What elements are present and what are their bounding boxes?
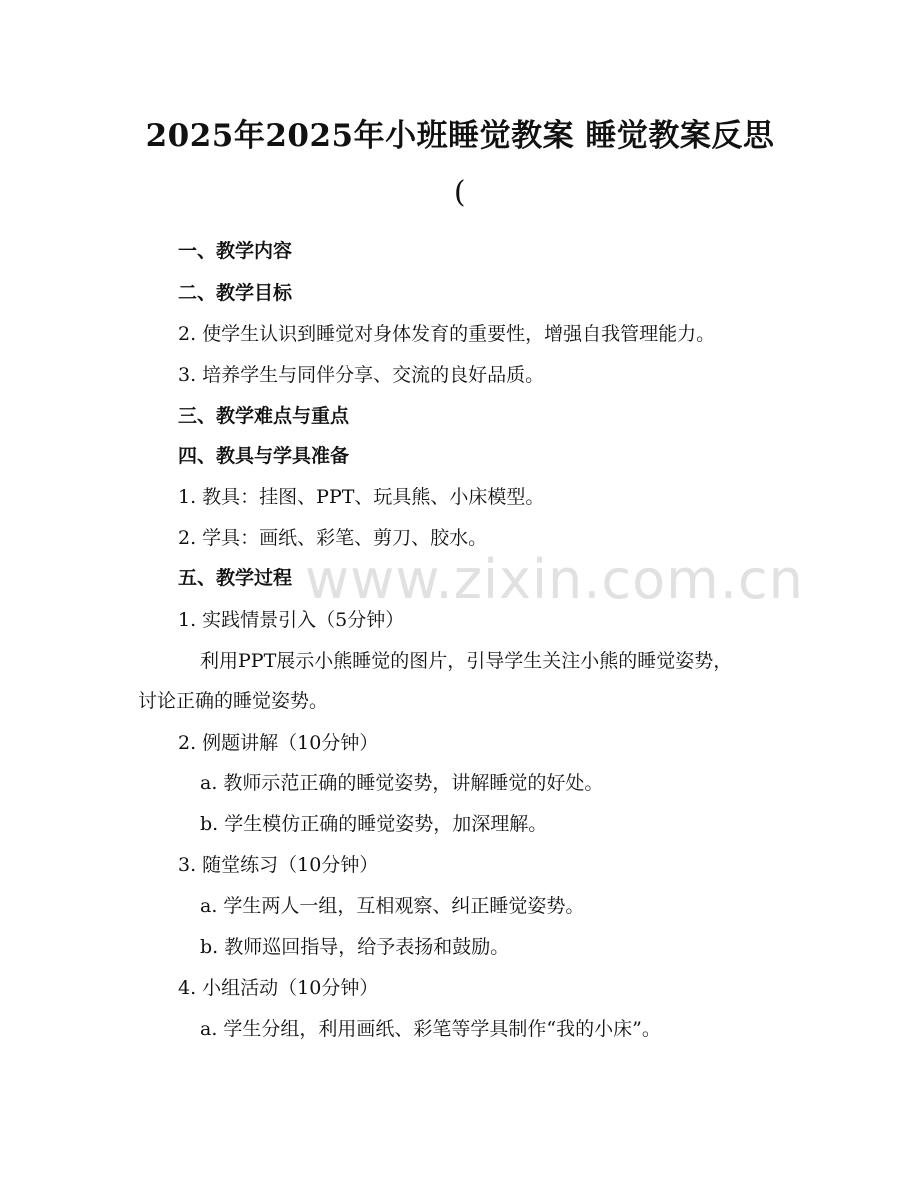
- document-title-continued: (: [453, 175, 467, 210]
- section-heading-key-points: 三、教学难点与重点: [178, 405, 350, 427]
- section-heading-materials: 四、教具与学具准备: [178, 445, 350, 467]
- section-heading-process: 五、教学过程: [178, 567, 293, 589]
- section-heading-teaching-goals: 二、教学目标: [178, 282, 293, 304]
- process-step-1-paragraph: 利用PPT展示小熊睡觉的图片，引导学生关注小熊的睡觉姿势，: [200, 650, 733, 672]
- materials-item-1: 1. 教具：挂图、PPT、玩具熊、小床模型。: [178, 486, 545, 508]
- process-step-1: 1. 实践情景引入（5分钟）: [178, 609, 405, 631]
- process-step-1-paragraph-continued: 讨论正确的睡觉姿势。: [138, 690, 329, 712]
- document-title: 2025年2025年小班睡觉教案 睡觉教案反思: [145, 118, 775, 154]
- goal-item-3: 3. 培养学生与同伴分享、交流的良好品质。: [178, 364, 545, 386]
- process-step-4-item-a: a. 学生分组，利用画纸、彩笔等学具制作“我的小床”。: [200, 1018, 661, 1040]
- process-step-2: 2. 例题讲解（10分钟）: [178, 732, 379, 754]
- process-step-4: 4. 小组活动（10分钟）: [178, 977, 379, 999]
- process-step-3-item-b: b. 教师巡回指导，给予表扬和鼓励。: [200, 936, 510, 958]
- process-step-3-item-a: a. 学生两人一组，互相观察、纠正睡觉姿势。: [200, 895, 585, 917]
- goal-item-2: 2. 使学生认识到睡觉对身体发育的重要性，增强自我管理能力。: [178, 323, 716, 345]
- section-heading-teaching-content: 一、教学内容: [178, 240, 293, 262]
- watermark: www.zixin.com.cn: [305, 548, 804, 611]
- process-step-2-item-b: b. 学生模仿正确的睡觉姿势，加深理解。: [200, 813, 548, 835]
- process-step-2-item-a: a. 教师示范正确的睡觉姿势，讲解睡觉的好处。: [200, 772, 604, 794]
- materials-item-2: 2. 学具：画纸、彩笔、剪刀、胶水。: [178, 527, 488, 549]
- process-step-3: 3. 随堂练习（10分钟）: [178, 854, 379, 876]
